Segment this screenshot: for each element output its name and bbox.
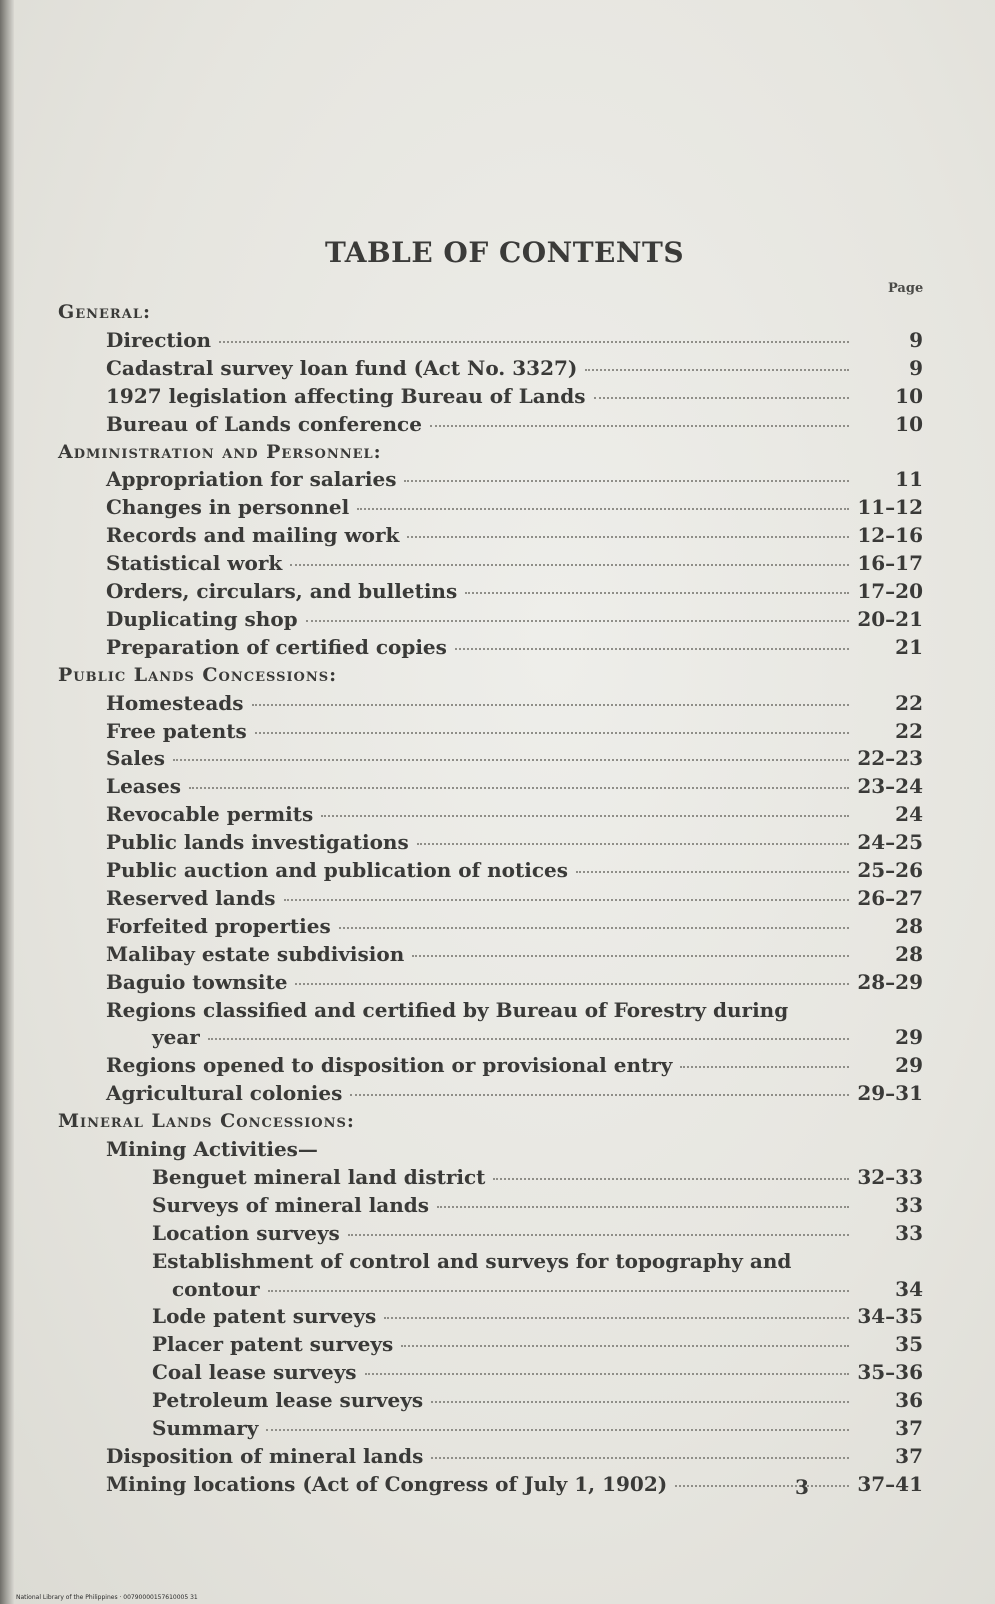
toc-entry — [14, 410, 995, 438]
toc-entry — [14, 884, 995, 912]
dot-leader — [455, 648, 849, 650]
dot-leader — [348, 1234, 849, 1236]
toc-page-number: 34–35 — [857, 1304, 923, 1329]
toc-page-number: 12–16 — [857, 523, 923, 548]
toc-entry — [14, 1386, 995, 1414]
toc-section-heading — [14, 661, 995, 689]
toc-entry-title: contour — [172, 1276, 260, 1301]
toc-page-number: 25–26 — [857, 858, 923, 882]
page-title: TABLE OF CONTENTS — [324, 236, 685, 269]
toc-page-number: 10 — [895, 411, 923, 436]
toc-entry-title: Forfeited properties — [106, 913, 331, 938]
dot-leader — [255, 732, 849, 734]
toc-entry-title: Changes in personnel — [106, 495, 350, 520]
toc-entry-title: Petroleum lease surveys — [152, 1388, 424, 1413]
dot-leader — [357, 508, 849, 510]
toc-entry — [14, 521, 995, 549]
toc-entry-title: year — [152, 1025, 200, 1050]
toc-page-number: 10 — [895, 383, 923, 408]
toc-entry-title: Direction — [106, 327, 212, 352]
dot-leader — [173, 759, 849, 761]
toc-page-number: 37–41 — [857, 1471, 923, 1496]
toc-entry — [14, 1247, 995, 1275]
toc-page-number: 29 — [895, 1053, 923, 1078]
toc-page-number: 26–27 — [857, 885, 923, 910]
toc-entry-title: Duplicating shop — [106, 606, 298, 631]
toc-entry — [14, 1219, 995, 1247]
toc-entry-title: 1927 legislation affecting Bureau of Lands — [106, 383, 586, 408]
toc-entry-title: Agricultural colonies — [106, 1081, 343, 1106]
toc-entry-title: Baguio townsite — [106, 969, 288, 994]
toc-entry — [14, 1023, 995, 1051]
toc-entry — [14, 1442, 995, 1470]
dot-leader — [431, 1401, 849, 1403]
toc-entry — [14, 633, 995, 661]
dot-leader — [252, 704, 849, 706]
dot-leader — [401, 1345, 849, 1347]
toc-entry-title: Malibay estate subdivision — [106, 941, 405, 966]
dot-leader — [290, 564, 849, 566]
toc-entry-title: Regions opened to disposition or provisional entry — [106, 1053, 673, 1078]
toc-entry-title: Public lands investigations — [106, 830, 409, 855]
toc-entry-title: Leases — [106, 774, 181, 799]
toc-page-number: 28 — [895, 941, 923, 966]
dot-leader — [407, 536, 849, 538]
toc-entry — [14, 940, 995, 968]
dot-leader — [465, 592, 849, 594]
dot-leader — [350, 1094, 849, 1096]
toc-entry — [14, 1079, 995, 1107]
toc-entry — [14, 1275, 995, 1303]
toc-page-number: 36 — [895, 1388, 923, 1413]
toc-page-number: 24–25 — [857, 830, 923, 855]
toc-entry-title: Preparation of certified copies — [106, 634, 447, 659]
toc-entry — [14, 996, 995, 1024]
dot-leader — [437, 1206, 849, 1208]
toc-entry — [14, 577, 995, 605]
toc-page-number: 32–33 — [857, 1164, 923, 1189]
toc-entry-title: Placer patent surveys — [152, 1332, 394, 1357]
dot-leader — [430, 425, 849, 427]
toc-page-number: 33 — [895, 1192, 923, 1217]
toc-entry-title: Statistical work — [106, 551, 283, 576]
toc-page-number: 28 — [895, 913, 923, 938]
toc-entry — [14, 744, 995, 772]
toc-entry — [14, 1191, 995, 1219]
toc-page-number: 24 — [895, 802, 923, 827]
toc-page-number: 11–12 — [857, 495, 923, 520]
dot-leader — [266, 1429, 849, 1431]
toc-entry — [14, 493, 995, 521]
toc-entry-title: Lode patent surveys — [152, 1304, 377, 1329]
toc-entry — [14, 605, 995, 633]
dot-leader — [295, 983, 849, 985]
dot-leader — [365, 1373, 849, 1375]
toc-entry-title: Location surveys — [152, 1220, 340, 1245]
toc-entry — [14, 382, 995, 410]
toc-entry — [14, 1414, 995, 1442]
dot-leader — [594, 397, 849, 399]
toc-entry-title: Homesteads — [106, 690, 244, 715]
toc-entry — [14, 1330, 995, 1358]
toc-entry-title: Administration and Personnel: — [58, 440, 382, 463]
toc-entry-title: Orders, circulars, and bulletins — [106, 579, 458, 603]
toc-entry-title: Mining locations (Act of Congress of July 1, 1902) — [106, 1471, 668, 1496]
toc-entry-title: Appropriation for salaries — [106, 467, 397, 492]
dot-leader — [268, 1290, 849, 1292]
toc-entry-title: Bureau of Lands conference — [106, 411, 422, 436]
toc-entry — [14, 800, 995, 828]
dot-leader — [412, 955, 849, 957]
toc-page-number: 9 — [909, 355, 923, 380]
dot-leader — [404, 480, 849, 482]
toc-entry-title: Surveys of mineral lands — [152, 1192, 430, 1217]
toc-entry-title: Regions classified and certified by Bureau of Forestry during — [106, 997, 789, 1022]
toc-page-number: 22 — [895, 690, 923, 715]
toc-entry — [14, 828, 995, 856]
toc-entry-title: Benguet mineral land district — [152, 1164, 486, 1189]
toc-entry — [14, 968, 995, 996]
toc-entry — [14, 1051, 995, 1079]
toc-entry-title: Establishment of control and surveys for topography and — [152, 1248, 792, 1273]
document-page — [14, 0, 995, 1604]
dot-leader — [321, 815, 849, 817]
dot-leader — [680, 1066, 849, 1068]
toc-page-number: 29 — [895, 1025, 923, 1050]
toc-entry-title: Free patents — [106, 718, 247, 743]
toc-page-number: 9 — [909, 327, 923, 352]
toc-page-number: 17–20 — [857, 579, 923, 603]
toc-entry-title: Public auction and publication of notices — [106, 858, 569, 882]
toc-entry — [14, 465, 995, 493]
dot-leader — [339, 927, 849, 929]
toc-entry — [14, 1358, 995, 1386]
toc-entry-title: General: — [58, 301, 151, 323]
toc-entry-title: Mineral Lands Concessions: — [58, 1110, 355, 1133]
dot-leader — [189, 787, 849, 789]
toc-entry-title: Revocable permits — [106, 802, 314, 827]
toc-page-number: 37 — [895, 1416, 923, 1440]
page-column-heading: Page — [888, 281, 924, 296]
toc-entry-title: Cadastral survey loan fund (Act No. 3327) — [106, 355, 578, 380]
toc-section-heading — [14, 1107, 995, 1135]
toc-page-number: 34 — [895, 1276, 923, 1301]
dot-leader — [284, 899, 849, 901]
toc-entry — [14, 354, 995, 382]
dot-leader — [384, 1317, 849, 1319]
toc-entry-title: Summary — [152, 1416, 259, 1440]
dot-leader — [675, 1485, 849, 1487]
toc-page-number: 20–21 — [857, 606, 923, 631]
dot-leader — [493, 1178, 849, 1180]
toc-page-number: 11 — [895, 467, 923, 492]
toc-entry — [14, 689, 995, 717]
toc-entry — [14, 326, 995, 354]
toc-entry — [14, 1135, 995, 1163]
toc-entry — [14, 1470, 995, 1498]
toc-page-number: 35 — [895, 1332, 923, 1357]
toc-entry — [14, 772, 995, 800]
toc-page-number: 28–29 — [857, 969, 923, 994]
footer-credit: National Library of the Philippines · 00790000157610005 31 — [16, 1594, 198, 1601]
toc-entry — [14, 1302, 995, 1330]
toc-page-number: 29–31 — [857, 1081, 923, 1106]
toc-entry-title: Records and mailing work — [106, 523, 400, 548]
toc-entry — [14, 717, 995, 745]
toc-page-number: 22–23 — [857, 746, 923, 771]
toc-page-number: 37 — [895, 1443, 923, 1468]
toc-entry-title: Coal lease surveys — [152, 1360, 357, 1385]
toc-entry — [14, 856, 995, 884]
toc-entry-title: Public Lands Concessions: — [58, 663, 338, 686]
book-spine-shadow — [0, 0, 14, 1604]
toc-page-number: 23–24 — [857, 774, 923, 799]
dot-leader — [431, 1457, 849, 1459]
dot-leader — [306, 620, 849, 622]
toc-page-number: 21 — [895, 634, 923, 659]
toc-section-heading — [14, 438, 995, 466]
toc-entry — [14, 1163, 995, 1191]
toc-page-number: 22 — [895, 718, 923, 743]
dot-leader — [585, 369, 849, 371]
toc-page-number: 35–36 — [857, 1360, 923, 1385]
toc-entry — [14, 549, 995, 577]
toc-section-heading — [14, 298, 995, 326]
toc-entry-title: Reserved lands — [106, 885, 276, 910]
dot-leader — [576, 871, 849, 873]
toc-entry-title: Mining Activities— — [106, 1137, 318, 1161]
dot-leader — [417, 843, 849, 845]
page-number: 3 — [795, 1475, 809, 1499]
toc-page-number: 16–17 — [857, 551, 923, 576]
toc-entry-title: Disposition of mineral lands — [106, 1443, 424, 1468]
dot-leader — [208, 1038, 849, 1040]
toc-entry-title: Sales — [106, 746, 165, 771]
toc-page-number: 33 — [895, 1220, 923, 1245]
dot-leader — [219, 341, 849, 343]
toc-entry — [14, 912, 995, 940]
